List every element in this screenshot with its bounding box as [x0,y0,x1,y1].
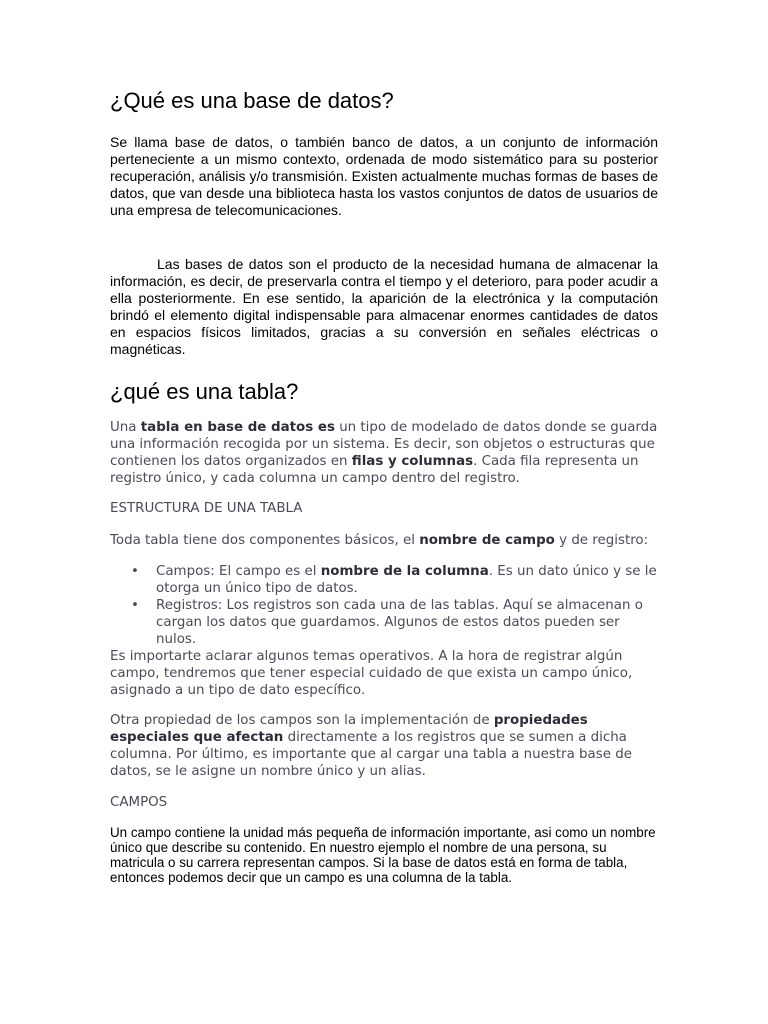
paragraph-propiedades [110,712,658,780]
text-span: Registros: Los registros son cada una de las tablas. Aquí se almacenan o cargan los datos que guardamos. Algunos de estos datos pueden ser nulos. [156,598,643,647]
text-span: Campos: El campo es el [156,564,321,579]
bold-span: propiedades especiales que afectan [110,713,588,745]
text-span: Otra propiedad de los campos son la implementación de [110,713,494,728]
text-span: . Cada fila representa un registro único, y cada columna un campo dentro del registro. [110,454,639,486]
heading-base-de-datos: ¿Qué es una base de datos? [110,88,394,113]
paragraph-tabla [110,419,658,487]
text-span: un tipo de modelado de datos donde se guarda una información recogida por un sistema. Es decir, son objetos o estructuras que contienen los datos organizados en [110,420,658,469]
text-span: . Es un dato único y se le otorga un único tipo de datos. [156,564,657,596]
text-span: y de registro: [554,533,649,548]
section-label-estructura: ESTRUCTURA DE UNA TABLA [110,501,303,516]
bold-span: tabla en base de datos es [140,420,335,435]
paragraph-definicion: Se llama base de datos, o también banco de datos, a un conjunto de información perteneciente a un mismo contexto, ordenada de modo sistemático para su posterior recuperación, análisis y/o transmisión. Existen actualmente muchas formas de bases de datos, que van desde una biblioteca hasta los vastos conjuntos de datos de usuarios de una empresa de telecomunicaciones. [110,134,658,218]
list-item [110,597,658,648]
list-item [110,563,658,597]
paragraph-campo: Un campo contiene la unidad más pequeña de información importante, asi como un nombre único que describe su contenido. En nuestro ejemplo el nombre de una persona, su matricula o su carrera representan campos. Si la base de datos está en forma de tabla, entonces podemos decir que un campo es una columna de la tabla. [110,825,656,885]
paragraph-operativos: Es importarte aclarar algunos temas operativos. A la hora de registrar algún campo, tendremos que tener especial cuidado de que exista un campo único, asignado a un tipo de dato específico. [110,649,633,698]
bullet-icon: • [131,598,139,613]
bold-span: nombre de campo [419,533,555,548]
section-label-campos: CAMPOS [110,795,168,810]
paragraph-componentes [110,532,658,549]
bullet-icon: • [131,564,139,579]
heading-tabla: ¿qué es una tabla? [110,379,299,404]
text-span: Una [110,420,141,435]
bold-span: nombre de la columna [320,564,489,579]
text-span: directamente a los registros que se sumen a dicha columna. Por último, es importante que al cargar una tabla a nuestra base de datos, se le asigne un nombre único y un alias. [110,730,632,779]
text-span: Toda tabla tiene dos componentes básicos, el [110,533,420,548]
paragraph-necesidad: Las bases de datos son el producto de la necesidad humana de almacenar la información, es decir, de preservarla contra el tiempo y el deterioro, para poder acudir a ella posteriormente. En ese sentido, la aparición de la electrónica y la computación brindó el elemento digital indispensable para almacenar enormes cantidades de datos en espacios físicos limitados, gracias a su conversión en señales eléctricas o magnéticas. [110,256,658,357]
bullet-list [110,563,658,648]
bold-span: filas y columnas [351,454,474,469]
